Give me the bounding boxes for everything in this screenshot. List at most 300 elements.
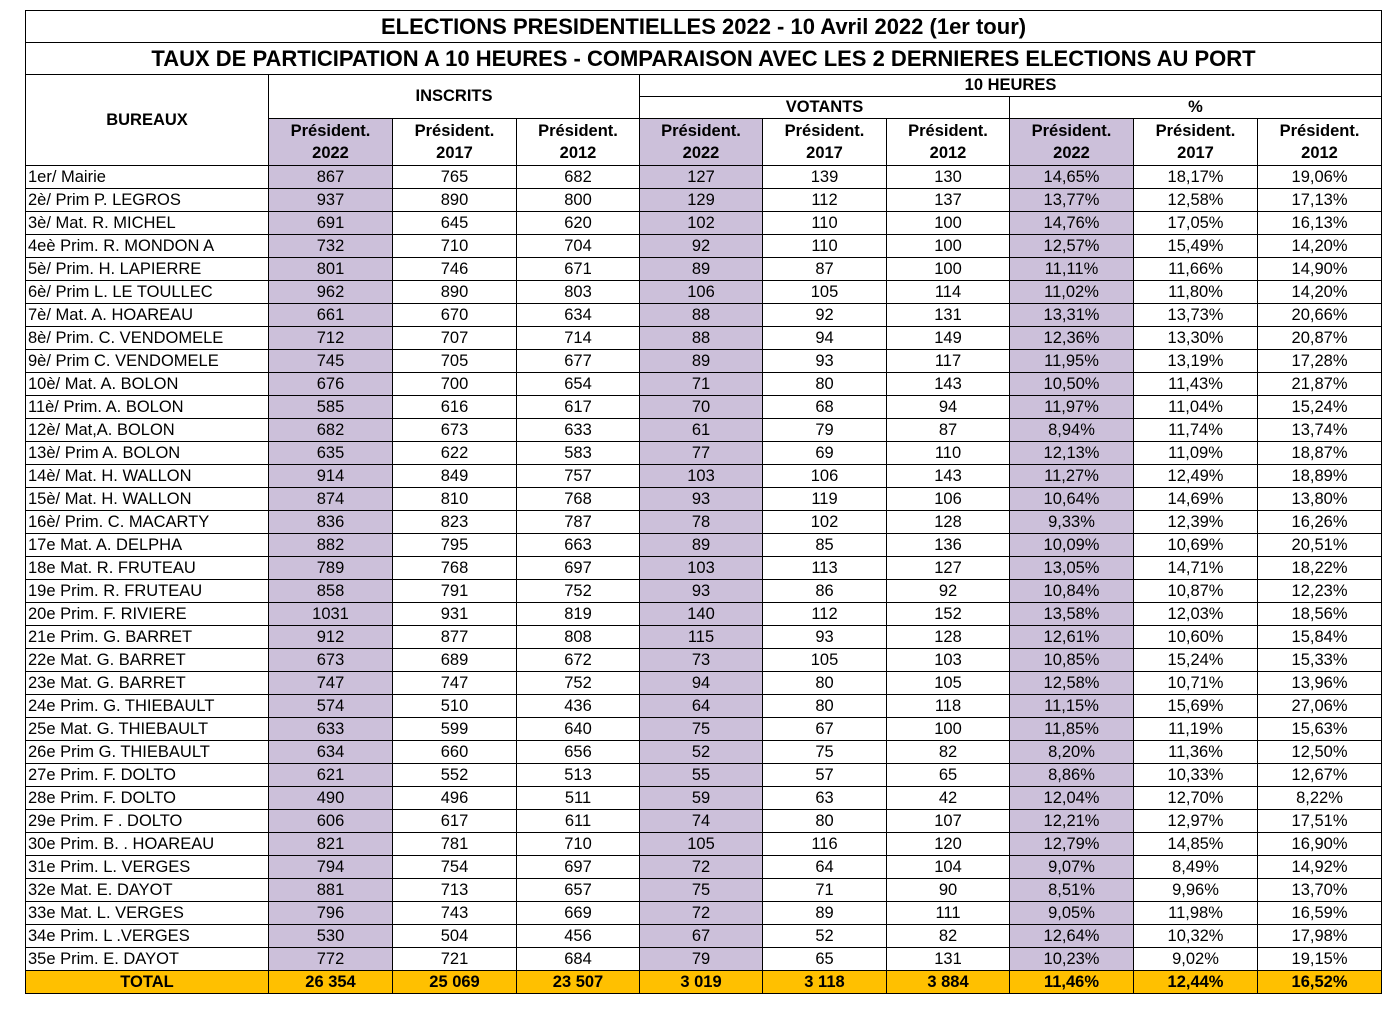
table-cell: 17,28% <box>1258 350 1382 373</box>
header-inscrits-2012: Président. 2012 <box>517 119 640 166</box>
table-cell: 752 <box>517 672 640 695</box>
table-cell: 10,84% <box>1010 580 1134 603</box>
table-cell: 599 <box>393 718 517 741</box>
table-cell: 962 <box>269 281 393 304</box>
total-cell: 3 118 <box>763 971 887 994</box>
table-cell: 13,30% <box>1134 327 1258 350</box>
total-cell: 23 507 <box>517 971 640 994</box>
total-cell: 3 884 <box>887 971 1010 994</box>
participation-table <box>25 10 1382 994</box>
table-cell: 791 <box>393 580 517 603</box>
table-cell: 691 <box>269 212 393 235</box>
table-cell: 82 <box>887 741 1010 764</box>
table-cell: 12,79% <box>1010 833 1134 856</box>
table-cell: 657 <box>517 879 640 902</box>
table-cell: 120 <box>887 833 1010 856</box>
bureau-name: 25e Mat. G. THIEBAULT <box>26 718 269 741</box>
table-cell: 130 <box>887 166 1010 189</box>
table-cell: 672 <box>517 649 640 672</box>
table-cell: 10,09% <box>1010 534 1134 557</box>
table-cell: 14,85% <box>1134 833 1258 856</box>
table-cell: 75 <box>640 718 763 741</box>
table-cell: 746 <box>393 258 517 281</box>
bureau-name: 26e Prim G. THIEBAULT <box>26 741 269 764</box>
table-cell: 912 <box>269 626 393 649</box>
bureau-name: 2è/ Prim P. LEGROS <box>26 189 269 212</box>
table-row <box>26 856 1382 879</box>
table-cell: 13,19% <box>1134 350 1258 373</box>
table-row <box>26 166 1382 189</box>
table-cell: 10,60% <box>1134 626 1258 649</box>
table-cell: 634 <box>269 741 393 764</box>
table-cell: 800 <box>517 189 640 212</box>
table-cell: 106 <box>763 465 887 488</box>
table-cell: 80 <box>763 373 887 396</box>
table-cell: 12,61% <box>1010 626 1134 649</box>
table-cell: 768 <box>517 488 640 511</box>
table-cell: 65 <box>887 764 1010 787</box>
table-cell: 640 <box>517 718 640 741</box>
bureau-name: 18e Mat. R. FRUTEAU <box>26 557 269 580</box>
table-cell: 128 <box>887 511 1010 534</box>
table-cell: 661 <box>269 304 393 327</box>
table-cell: 11,15% <box>1010 695 1134 718</box>
table-cell: 12,49% <box>1134 465 1258 488</box>
table-row <box>26 787 1382 810</box>
bureau-name: 30e Prim. B. . HOAREAU <box>26 833 269 856</box>
header-inscrits-2017: Président. 2017 <box>393 119 517 166</box>
table-body <box>26 166 1382 971</box>
table-cell: 10,32% <box>1134 925 1258 948</box>
table-cell: 9,05% <box>1010 902 1134 925</box>
table-cell: 803 <box>517 281 640 304</box>
table-cell: 611 <box>517 810 640 833</box>
table-cell: 15,24% <box>1258 396 1382 419</box>
table-cell: 117 <box>887 350 1010 373</box>
table-row <box>26 189 1382 212</box>
header-votants: VOTANTS <box>640 97 1010 119</box>
table-cell: 93 <box>640 488 763 511</box>
header-10-heures: 10 HEURES <box>640 75 1382 97</box>
table-cell: 881 <box>269 879 393 902</box>
bureau-name: 5è/ Prim. H. LAPIERRE <box>26 258 269 281</box>
bureau-name: 24e Prim. G. THIEBAULT <box>26 695 269 718</box>
table-cell: 110 <box>763 212 887 235</box>
table-cell: 80 <box>763 672 887 695</box>
table-row <box>26 235 1382 258</box>
table-cell: 633 <box>517 419 640 442</box>
table-cell: 13,96% <box>1258 672 1382 695</box>
table-row <box>26 902 1382 925</box>
table-cell: 16,90% <box>1258 833 1382 856</box>
table-cell: 61 <box>640 419 763 442</box>
table-cell: 112 <box>763 189 887 212</box>
table-cell: 823 <box>393 511 517 534</box>
table-cell: 17,13% <box>1258 189 1382 212</box>
table-cell: 12,64% <box>1010 925 1134 948</box>
table-cell: 137 <box>887 189 1010 212</box>
table-row <box>26 557 1382 580</box>
table-cell: 11,74% <box>1134 419 1258 442</box>
bureau-name: 12è/ Mat,A. BOLON <box>26 419 269 442</box>
bureau-name: 6è/ Prim L. LE TOULLEC <box>26 281 269 304</box>
table-cell: 139 <box>763 166 887 189</box>
bureau-name: 35e Prim. E. DAYOT <box>26 948 269 971</box>
table-cell: 57 <box>763 764 887 787</box>
table-cell: 697 <box>517 557 640 580</box>
table-cell: 781 <box>393 833 517 856</box>
table-cell: 656 <box>517 741 640 764</box>
table-cell: 671 <box>517 258 640 281</box>
table-cell: 585 <box>269 396 393 419</box>
table-cell: 752 <box>517 580 640 603</box>
bureau-name: 9è/ Prim C. VENDOMELE <box>26 350 269 373</box>
table-cell: 127 <box>887 557 1010 580</box>
table-cell: 11,95% <box>1010 350 1134 373</box>
table-cell: 64 <box>763 856 887 879</box>
table-cell: 645 <box>393 212 517 235</box>
table-row <box>26 764 1382 787</box>
table-cell: 10,69% <box>1134 534 1258 557</box>
table-cell: 18,56% <box>1258 603 1382 626</box>
table-cell: 104 <box>887 856 1010 879</box>
header-pct-2022: Président. 2022 <box>1010 119 1134 166</box>
table-cell: 12,50% <box>1258 741 1382 764</box>
table-cell: 12,67% <box>1258 764 1382 787</box>
bureau-name: 15è/ Mat. H. WALLON <box>26 488 269 511</box>
table-cell: 107 <box>887 810 1010 833</box>
table-row <box>26 718 1382 741</box>
table-cell: 11,11% <box>1010 258 1134 281</box>
table-cell: 635 <box>269 442 393 465</box>
table-cell: 10,50% <box>1010 373 1134 396</box>
bureau-name: 27e Prim. F. DOLTO <box>26 764 269 787</box>
table-cell: 103 <box>640 465 763 488</box>
table-cell: 15,33% <box>1258 649 1382 672</box>
table-cell: 801 <box>269 258 393 281</box>
table-cell: 94 <box>887 396 1010 419</box>
table-cell: 88 <box>640 327 763 350</box>
table-cell: 12,23% <box>1258 580 1382 603</box>
bureau-name: 32e Mat. E. DAYOT <box>26 879 269 902</box>
table-cell: 21,87% <box>1258 373 1382 396</box>
header-pct: % <box>1010 97 1382 119</box>
table-cell: 136 <box>887 534 1010 557</box>
table-cell: 52 <box>763 925 887 948</box>
table-cell: 15,84% <box>1258 626 1382 649</box>
table-cell: 15,63% <box>1258 718 1382 741</box>
table-cell: 42 <box>887 787 1010 810</box>
table-cell: 496 <box>393 787 517 810</box>
table-cell: 12,36% <box>1010 327 1134 350</box>
table-cell: 10,87% <box>1134 580 1258 603</box>
table-cell: 10,85% <box>1010 649 1134 672</box>
total-cell: 3 019 <box>640 971 763 994</box>
table-cell: 11,19% <box>1134 718 1258 741</box>
table-cell: 106 <box>640 281 763 304</box>
table-row <box>26 281 1382 304</box>
table-cell: 103 <box>640 557 763 580</box>
table-cell: 110 <box>763 235 887 258</box>
header-pct-2017: Président. 2017 <box>1134 119 1258 166</box>
table-cell: 90 <box>887 879 1010 902</box>
table-cell: 13,74% <box>1258 419 1382 442</box>
table-cell: 75 <box>640 879 763 902</box>
total-label: TOTAL <box>26 971 269 994</box>
table-row <box>26 879 1382 902</box>
table-cell: 660 <box>393 741 517 764</box>
table-cell: 80 <box>763 695 887 718</box>
table-cell: 12,70% <box>1134 787 1258 810</box>
table-cell: 13,70% <box>1258 879 1382 902</box>
table-cell: 12,58% <box>1010 672 1134 695</box>
table-cell: 12,04% <box>1010 787 1134 810</box>
total-row <box>26 971 1382 994</box>
table-cell: 20,87% <box>1258 327 1382 350</box>
table-cell: 113 <box>763 557 887 580</box>
table-cell: 89 <box>640 350 763 373</box>
table-cell: 69 <box>763 442 887 465</box>
table-cell: 152 <box>887 603 1010 626</box>
table-cell: 143 <box>887 373 1010 396</box>
table-cell: 849 <box>393 465 517 488</box>
table-cell: 663 <box>517 534 640 557</box>
table-cell: 620 <box>517 212 640 235</box>
table-cell: 8,86% <box>1010 764 1134 787</box>
table-cell: 633 <box>269 718 393 741</box>
bureau-name: 8è/ Prim. C. VENDOMELE <box>26 327 269 350</box>
table-cell: 15,69% <box>1134 695 1258 718</box>
table-cell: 10,64% <box>1010 488 1134 511</box>
table-cell: 705 <box>393 350 517 373</box>
table-row <box>26 534 1382 557</box>
table-cell: 747 <box>269 672 393 695</box>
table-cell: 490 <box>269 787 393 810</box>
table-cell: 72 <box>640 902 763 925</box>
table-cell: 714 <box>517 327 640 350</box>
table-cell: 92 <box>887 580 1010 603</box>
table-cell: 713 <box>393 879 517 902</box>
header-bureaux: BUREAUX <box>26 75 269 166</box>
table-cell: 768 <box>393 557 517 580</box>
table-cell: 622 <box>393 442 517 465</box>
table-cell: 93 <box>763 626 887 649</box>
table-cell: 937 <box>269 189 393 212</box>
table-cell: 118 <box>887 695 1010 718</box>
table-cell: 9,33% <box>1010 511 1134 534</box>
table-cell: 89 <box>640 258 763 281</box>
table-cell: 127 <box>640 166 763 189</box>
table-cell: 754 <box>393 856 517 879</box>
table-cell: 874 <box>269 488 393 511</box>
table-cell: 682 <box>517 166 640 189</box>
table-cell: 105 <box>763 649 887 672</box>
table-cell: 757 <box>517 465 640 488</box>
table-cell: 765 <box>393 166 517 189</box>
table-cell: 149 <box>887 327 1010 350</box>
table-row <box>26 350 1382 373</box>
table-cell: 94 <box>763 327 887 350</box>
header-votants-2017: Président. 2017 <box>763 119 887 166</box>
table-cell: 11,80% <box>1134 281 1258 304</box>
table-cell: 82 <box>887 925 1010 948</box>
table-cell: 890 <box>393 189 517 212</box>
table-cell: 456 <box>517 925 640 948</box>
table-cell: 13,58% <box>1010 603 1134 626</box>
table-cell: 85 <box>763 534 887 557</box>
table-cell: 102 <box>763 511 887 534</box>
table-cell: 654 <box>517 373 640 396</box>
table-cell: 87 <box>763 258 887 281</box>
table-cell: 14,90% <box>1258 258 1382 281</box>
table-row <box>26 373 1382 396</box>
table-row <box>26 580 1382 603</box>
table-cell: 18,22% <box>1258 557 1382 580</box>
table-cell: 821 <box>269 833 393 856</box>
table-cell: 14,76% <box>1010 212 1134 235</box>
table-cell: 65 <box>763 948 887 971</box>
table-row <box>26 925 1382 948</box>
table-cell: 92 <box>640 235 763 258</box>
table-cell: 80 <box>763 810 887 833</box>
table-cell: 808 <box>517 626 640 649</box>
table-row <box>26 396 1382 419</box>
table-cell: 13,73% <box>1134 304 1258 327</box>
table-cell: 574 <box>269 695 393 718</box>
table-cell: 116 <box>763 833 887 856</box>
table-cell: 796 <box>269 902 393 925</box>
table-cell: 70 <box>640 396 763 419</box>
table-cell: 100 <box>887 718 1010 741</box>
table-row <box>26 741 1382 764</box>
table-cell: 8,20% <box>1010 741 1134 764</box>
table-cell: 511 <box>517 787 640 810</box>
table-cell: 105 <box>763 281 887 304</box>
table-cell: 1031 <box>269 603 393 626</box>
table-cell: 552 <box>393 764 517 787</box>
table-cell: 670 <box>393 304 517 327</box>
header-votants-2022: Président. 2022 <box>640 119 763 166</box>
table-cell: 100 <box>887 258 1010 281</box>
table-row <box>26 626 1382 649</box>
table-cell: 673 <box>269 649 393 672</box>
total-cell: 25 069 <box>393 971 517 994</box>
table-cell: 131 <box>887 948 1010 971</box>
table-cell: 18,17% <box>1134 166 1258 189</box>
table-cell: 617 <box>517 396 640 419</box>
table-row <box>26 212 1382 235</box>
table-cell: 115 <box>640 626 763 649</box>
table-cell: 89 <box>640 534 763 557</box>
table-cell: 92 <box>763 304 887 327</box>
table-row <box>26 442 1382 465</box>
header-inscrits: INSCRITS <box>269 75 640 119</box>
table-cell: 20,66% <box>1258 304 1382 327</box>
table-cell: 707 <box>393 327 517 350</box>
bureau-name: 34e Prim. L .VERGES <box>26 925 269 948</box>
table-cell: 617 <box>393 810 517 833</box>
table-cell: 743 <box>393 902 517 925</box>
bureau-name: 11è/ Prim. A. BOLON <box>26 396 269 419</box>
table-cell: 143 <box>887 465 1010 488</box>
table-cell: 13,77% <box>1010 189 1134 212</box>
bureau-name: 21e Prim. G. BARRET <box>26 626 269 649</box>
table-cell: 583 <box>517 442 640 465</box>
table-row <box>26 833 1382 856</box>
total-cell: 12,44% <box>1134 971 1258 994</box>
table-cell: 676 <box>269 373 393 396</box>
table-cell: 747 <box>393 672 517 695</box>
table-cell: 93 <box>763 350 887 373</box>
table-cell: 710 <box>393 235 517 258</box>
bureau-name: 3è/ Mat. R. MICHEL <box>26 212 269 235</box>
table-cell: 12,97% <box>1134 810 1258 833</box>
bureau-name: 4eè Prim. R. MONDON A <box>26 235 269 258</box>
table-cell: 105 <box>887 672 1010 695</box>
table-cell: 17,98% <box>1258 925 1382 948</box>
table-cell: 697 <box>517 856 640 879</box>
table-cell: 721 <box>393 948 517 971</box>
table-cell: 11,85% <box>1010 718 1134 741</box>
table-cell: 64 <box>640 695 763 718</box>
table-cell: 68 <box>763 396 887 419</box>
table-cell: 18,87% <box>1258 442 1382 465</box>
table-cell: 59 <box>640 787 763 810</box>
table-cell: 14,20% <box>1258 235 1382 258</box>
table-cell: 14,65% <box>1010 166 1134 189</box>
table-cell: 8,51% <box>1010 879 1134 902</box>
table-cell: 14,71% <box>1134 557 1258 580</box>
table-cell: 710 <box>517 833 640 856</box>
table-cell: 78 <box>640 511 763 534</box>
table-cell: 16,26% <box>1258 511 1382 534</box>
bureau-name: 28e Prim. F. DOLTO <box>26 787 269 810</box>
table-row <box>26 419 1382 442</box>
total-cell: 11,46% <box>1010 971 1134 994</box>
table-cell: 11,04% <box>1134 396 1258 419</box>
table-cell: 77 <box>640 442 763 465</box>
table-cell: 13,05% <box>1010 557 1134 580</box>
bureau-name: 16è/ Prim. C. MACARTY <box>26 511 269 534</box>
table-cell: 19,15% <box>1258 948 1382 971</box>
table-cell: 27,06% <box>1258 695 1382 718</box>
table-cell: 87 <box>887 419 1010 442</box>
table-cell: 11,36% <box>1134 741 1258 764</box>
total-cell: 26 354 <box>269 971 393 994</box>
table-cell: 67 <box>763 718 887 741</box>
table-cell: 140 <box>640 603 763 626</box>
table-row <box>26 304 1382 327</box>
table-cell: 16,59% <box>1258 902 1382 925</box>
table-cell: 810 <box>393 488 517 511</box>
table-cell: 858 <box>269 580 393 603</box>
table-cell: 13,31% <box>1010 304 1134 327</box>
table-cell: 129 <box>640 189 763 212</box>
table-cell: 621 <box>269 764 393 787</box>
table-row <box>26 488 1382 511</box>
table-cell: 74 <box>640 810 763 833</box>
table-cell: 8,49% <box>1134 856 1258 879</box>
table-cell: 100 <box>887 235 1010 258</box>
table-cell: 12,21% <box>1010 810 1134 833</box>
table-cell: 103 <box>887 649 1010 672</box>
bureau-name: 14è/ Mat. H. WALLON <box>26 465 269 488</box>
table-cell: 606 <box>269 810 393 833</box>
table-subtitle: TAUX DE PARTICIPATION A 10 HEURES - COMPARAISON AVEC LES 2 DERNIERES ELECTIONS AU PORT <box>26 43 1382 75</box>
table-cell: 11,97% <box>1010 396 1134 419</box>
table-cell: 677 <box>517 350 640 373</box>
table-row <box>26 327 1382 350</box>
